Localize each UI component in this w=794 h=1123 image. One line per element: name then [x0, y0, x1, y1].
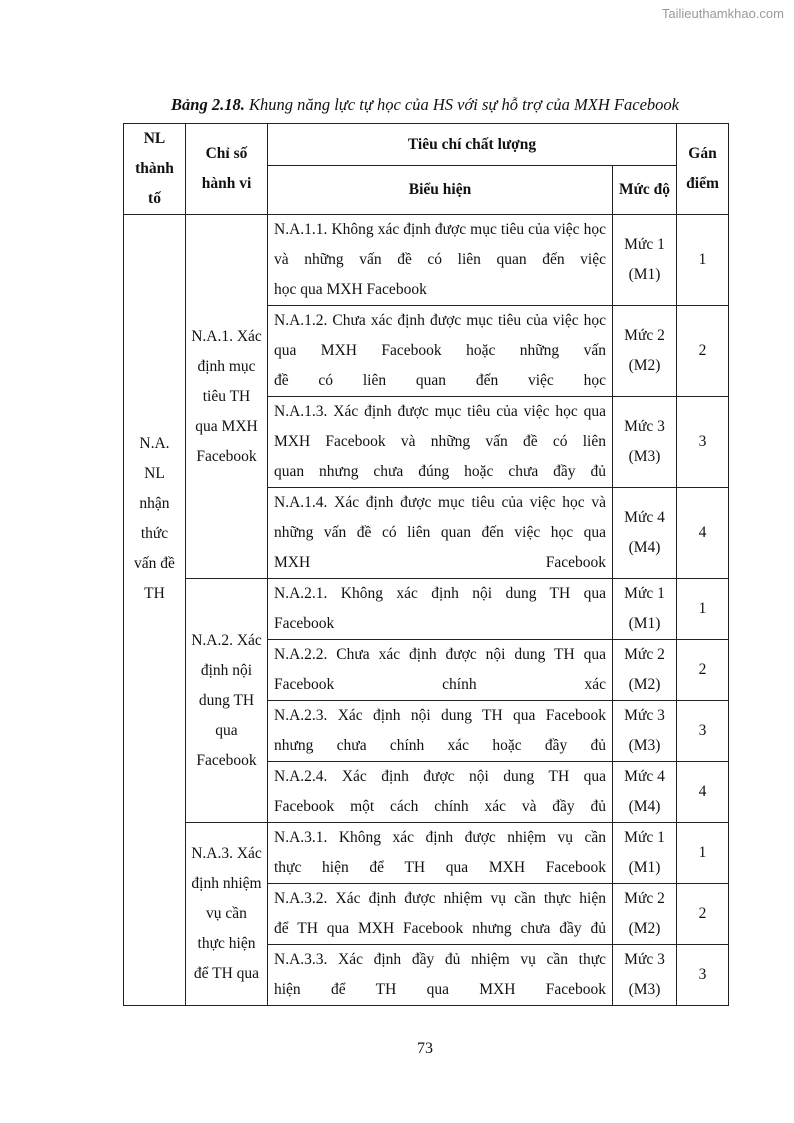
- bieuhien-text-end: Facebook chính xác: [274, 676, 606, 693]
- bieuhien-text-end: thực hiện để TH qua MXH Facebook: [274, 859, 606, 876]
- diem-cell: 1: [677, 215, 729, 306]
- bieuhien-text: N.A.2.2. Chưa xác định được nội dung TH qua: [274, 646, 606, 663]
- mucdo-cell: Mức 2 (M2): [613, 306, 677, 397]
- bieuhien-text-end: đề có liên quan đến việc học: [274, 372, 606, 389]
- bieuhien-cell: [268, 823, 613, 884]
- bieuhien-text: N.A.1.2. Chưa xác định được mục tiêu của việc học qua MXH Facebook hoặc những vấn: [274, 312, 606, 359]
- diem-cell: 2: [677, 640, 729, 701]
- header-tieuchi: Tiêu chí chất lượng: [268, 124, 677, 166]
- bieuhien-text-end: Facebook một cách chính xác và đầy đủ: [274, 798, 606, 815]
- bieuhien-cell: [268, 397, 613, 488]
- chiso-cell: N.A.3. Xác định nhiệm vụ cần thực hiện để TH qua: [186, 823, 268, 1006]
- header-chiso: Chỉ số hành vi: [186, 124, 268, 215]
- chiso-cell: N.A.1. Xác định mục tiêu TH qua MXH Facebook: [186, 215, 268, 579]
- bieuhien-cell: [268, 488, 613, 579]
- competency-table: [123, 123, 729, 1006]
- bieuhien-text-end: hiện để TH qua MXH Facebook: [274, 981, 606, 998]
- mucdo-cell: Mức 1 (M1): [613, 215, 677, 306]
- header-nl: NL thành tố: [124, 124, 186, 215]
- diem-cell: 3: [677, 945, 729, 1006]
- table-row: [124, 579, 729, 640]
- mucdo-cell: Mức 4 (M4): [613, 488, 677, 579]
- diem-cell: 2: [677, 306, 729, 397]
- bieuhien-text: N.A.1.1. Không xác định được mục tiêu của việc học và những vấn đề có liên quan đến việc: [274, 221, 606, 268]
- diem-cell: 2: [677, 884, 729, 945]
- header-bieuhien: Biểu hiện: [268, 166, 613, 215]
- chiso-cell: N.A.2. Xác định nội dung TH qua Facebook: [186, 579, 268, 823]
- mucdo-cell: Mức 1 (M1): [613, 823, 677, 884]
- bieuhien-cell: [268, 945, 613, 1006]
- bieuhien-text-end: để TH qua MXH Facebook nhưng chưa đầy đủ: [274, 920, 606, 937]
- bieuhien-text-end: nhưng chưa chính xác hoặc đầy đủ: [274, 737, 606, 754]
- mucdo-cell: Mức 3 (M3): [613, 945, 677, 1006]
- bieuhien-text: N.A.2.4. Xác định được nội dung TH qua: [274, 768, 606, 785]
- diem-cell: 4: [677, 488, 729, 579]
- bieuhien-cell: [268, 579, 613, 640]
- diem-cell: 3: [677, 701, 729, 762]
- mucdo-cell: Mức 1 (M1): [613, 579, 677, 640]
- bieuhien-text-end: MXH Facebook: [274, 554, 606, 571]
- bieuhien-cell: [268, 701, 613, 762]
- bieuhien-cell: [268, 762, 613, 823]
- bieuhien-text: N.A.1.3. Xác định được mục tiêu của việc học qua MXH Facebook và những vấn đề có liên: [274, 403, 606, 450]
- bieuhien-cell: [268, 884, 613, 945]
- bieuhien-text-end: Facebook: [274, 615, 335, 632]
- bieuhien-text-end: học qua MXH Facebook: [274, 281, 427, 298]
- mucdo-cell: Mức 2 (M2): [613, 884, 677, 945]
- caption-label: Bảng 2.18.: [171, 95, 245, 114]
- bieuhien-text-end: quan nhưng chưa đúng hoặc chưa đầy đủ: [274, 463, 606, 480]
- diem-cell: 1: [677, 823, 729, 884]
- bieuhien-text: N.A.1.4. Xác định được mục tiêu của việc học và những vấn đề có liên quan đến việc học qua: [274, 494, 606, 541]
- caption-text: Khung năng lực tự học của HS với sự hỗ trợ của MXH Facebook: [244, 95, 679, 114]
- bieuhien-text: N.A.2.3. Xác định nội dung TH qua Facebook: [274, 707, 606, 724]
- bieuhien-text: N.A.3.3. Xác định đầy đủ nhiệm vụ cần thực: [274, 951, 606, 968]
- mucdo-cell: Mức 2 (M2): [613, 640, 677, 701]
- table-row: [124, 823, 729, 884]
- page-number: 73: [417, 1040, 433, 1057]
- bieuhien-text: N.A.3.2. Xác định được nhiệm vụ cần thực hiện: [274, 890, 606, 907]
- diem-cell: 1: [677, 579, 729, 640]
- mucdo-cell: Mức 3 (M3): [613, 397, 677, 488]
- bieuhien-text: N.A.3.1. Không xác định được nhiệm vụ cần: [274, 829, 606, 846]
- mucdo-cell: Mức 3 (M3): [613, 701, 677, 762]
- bieuhien-cell: [268, 640, 613, 701]
- mucdo-cell: Mức 4 (M4): [613, 762, 677, 823]
- table-row: [124, 215, 729, 306]
- header-gandiem: Gán điểm: [677, 124, 729, 215]
- diem-cell: 4: [677, 762, 729, 823]
- nl-group-cell: N.A. NL nhận thức vấn đề TH: [124, 215, 186, 823]
- header-mucdo: Mức độ: [613, 166, 677, 215]
- diem-cell: 3: [677, 397, 729, 488]
- bieuhien-cell: [268, 215, 613, 306]
- table-caption: [0, 95, 794, 115]
- bieuhien-text: N.A.2.1. Không xác định nội dung TH qua: [274, 585, 606, 602]
- nl-group-cell-continued: [124, 823, 186, 1006]
- bieuhien-cell: [268, 306, 613, 397]
- watermark-text: Tailieuthamkhao.com: [661, 6, 784, 21]
